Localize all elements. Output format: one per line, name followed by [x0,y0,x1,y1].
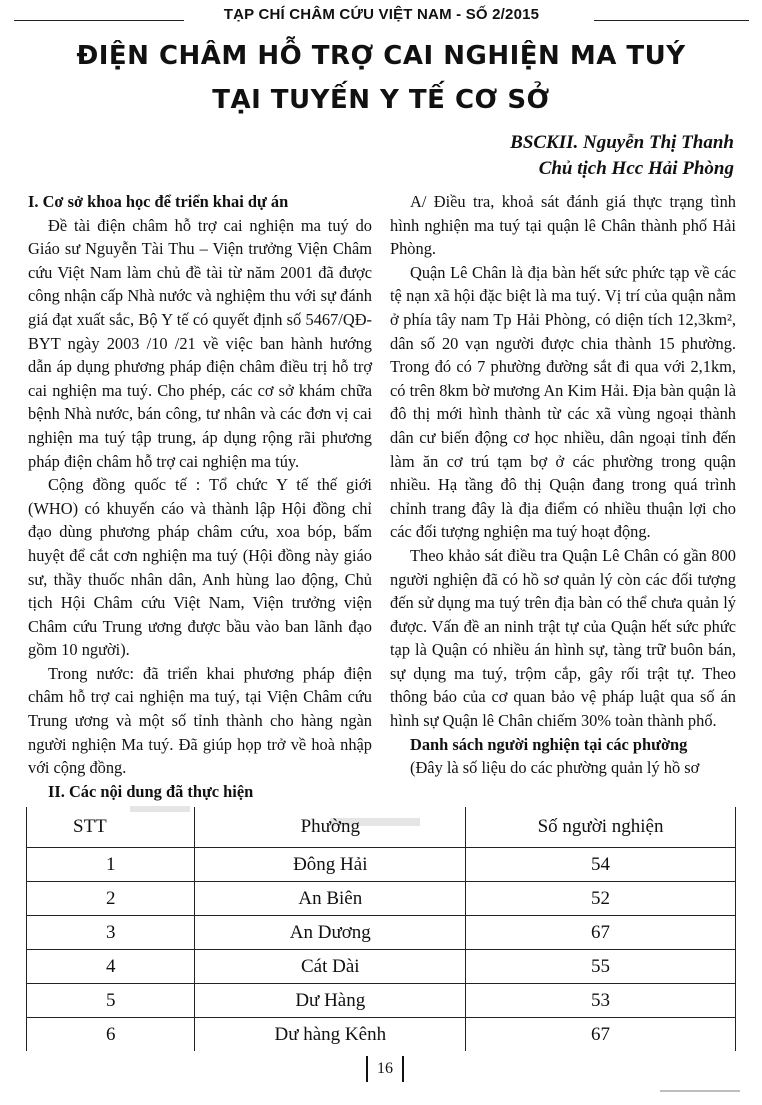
cell-count: 55 [466,950,736,984]
cell-stt: 2 [27,882,195,916]
right-column-paragraph: Quận Lê Chân là địa bàn hết sức phức tạp về các tệ nạn xã hội đặc biệt là ma tuý. Vị trí của quận nằm ở phía tây nam Tp Hải Phòng, có diện tích 12,3km², dân số 20 vạn người được chia thành 15 phường. Trong đó có 7 phường đường sắt đi qua với 2,1km, có trên 8km bờ mương An Kim Hải. Địa bàn quận là đô thị mới hình thành từ các xã vùng ngoại thành dân cư biến động cơ học nhiều, dân ngoại tỉnh đến làm ăn cơ trú tạm bợ ở các phường trong quận nhiều. Hạ tầng đô thị Quận đang trong quá trình chỉnh trang đây là địa điểm có nhiều thuận lợi cho các đối tượng nghiện ma tuý hoạt động. [390,262,736,542]
left-column-paragraph: Cộng đồng quốc tế : Tổ chức Y tế thế giới (WHO) có khuyến cáo và thành lập Hội đồng chỉ đạo dùng phương pháp châm cứu, xoa bóp, bấm huyệt để cắt cơn nghiện ma tuý (Hội đồng này giáo sư, thầy thuốc nhân dân, Anh hùng lao động, Chủ tịch Hội Châm cứu Việt Nam, Viện trưởng viện Châm cứu Trung ương được bầu vào ban lãnh đạo gồm 10 người). [28,475,372,660]
author-name: BSCKII. Nguyễn Thị Thanh [510,132,734,153]
right-column-paragraph: (Đây là số liệu do các phường quản lý hồ sơ [410,758,700,778]
cell-stt: 1 [27,848,195,882]
cell-ward: An Biên [195,882,466,916]
cell-stt: 4 [27,950,195,984]
header-rule-right [594,20,749,21]
table-row [27,984,736,1018]
cell-count: 54 [466,848,736,882]
table-row [27,916,736,950]
table-row [27,882,736,916]
cell-count: 67 [466,1018,736,1052]
column-header-stt: STT [27,807,195,848]
cell-ward: Đông Hải [195,848,466,882]
article-title-line-2: TẠI TUYẾN Y TẾ CƠ SỞ [212,85,550,115]
left-column [28,190,372,803]
cell-stt: 3 [27,916,195,950]
cell-stt: 6 [27,1018,195,1052]
cell-ward: Dư Hàng [195,984,466,1018]
journal-title: TẠP CHÍ CHÂM CỨU VIỆT NAM - SỐ 2/2015 [223,6,540,23]
cell-stt: 5 [27,984,195,1018]
right-column-heading: Danh sách người nghiện tại các phường [410,734,688,754]
column-header-count: Số người nghiện [466,807,736,848]
page-number: 16 [366,1056,404,1082]
left-column-paragraph: Đề tài điện châm hỗ trợ cai nghiện ma tuý do Giáo sư Nguyễn Tài Thu – Viện trưởng Viện Châm cứu Việt Nam làm chủ đề tài từ năm 2001 đã được công nhận cấp Nhà nước và nghiệm thu với sự đánh giá đạt xuất sắc, Bộ Y tế có quyết định số 5467/QĐ-BYT ngày 2003 /10 /21 về việc ban hành hướng dẫn áp dụng phương pháp điện châm điều trị hỗ trợ cai nghiện ma tuý. Cho phép, các cơ sở khám chữa bệnh Nhà nước, bán công, tư nhân và các đơn vị cai nghiện ma tuý tập trung, áp dụng rộng rãi phương pháp điện châm hỗ trợ cai nghiện ma túy. [28,215,372,471]
right-column [390,190,736,780]
cell-ward: Cát Dài [195,950,466,984]
table-body [27,848,736,1052]
article-title-line-1: ĐIỆN CHÂM HỖ TRỢ CAI NGHIỆN MA TUÝ [76,41,686,71]
right-column-paragraph: Theo khảo sát điều tra Quận Lê Chân có gần 800 người nghiện đã có hồ sơ quản lý còn các đối tượng đến sử dụng ma tuý trên địa bàn có thể chưa quản lý được. Vấn đề an ninh trật tự của Quận hết sức phức tạp là Quận có nhiều án hình sự, tàng trữ buôn bán, sự dụng ma tuý, trộm cắp, gây rối trật tự. Theo thông báo của cơ quan bảo vệ pháp luật qua số án hình sự Quận lê Chân chiếm 30% toàn thành phố. [390,545,736,731]
column-header-ward: Phường [195,807,466,848]
cell-ward: An Dương [195,916,466,950]
cell-count: 52 [466,882,736,916]
left-column-heading: II. Các nội dung đã thực hiện [48,781,254,801]
left-column-heading: I. Cơ sở khoa học để triển khai dự án [28,192,289,211]
right-column-paragraph: A/ Điều tra, khoả sát đánh giá thực trạng tình hình nghiện ma tuý tại quận lê Chân thành phố Hải Phòng. [390,192,736,259]
cell-ward: Dư hàng Kênh [195,1018,466,1052]
table-row [27,1018,736,1052]
table-header-row [27,807,736,848]
author-role: Chủ tịch Hcc Hải Phòng [538,158,734,179]
cell-count: 67 [466,916,736,950]
table-row [27,848,736,882]
table-row [27,950,736,984]
addicts-by-ward-table [26,807,736,1051]
cell-count: 53 [466,984,736,1018]
scan-smudge [660,1090,740,1092]
left-column-paragraph: Trong nước: đã triển khai phương pháp điện châm hỗ trợ cai nghiện ma tuý, tại Viện Châm cứu Trung ương và một số tỉnh thành cho hàng ngàn người nghiện Ma tuý. Đã giúp họp trở về hoà nhập với cộng đồng. [28,663,372,778]
journal-header [14,6,749,26]
